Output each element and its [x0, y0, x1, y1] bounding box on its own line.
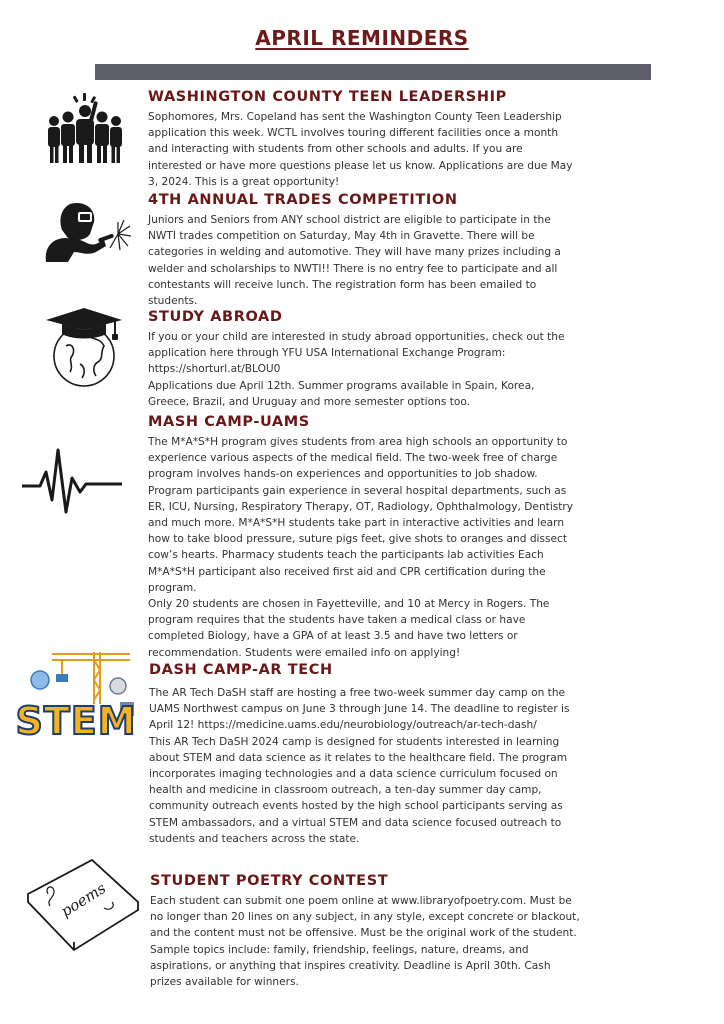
section-body — [148, 329, 578, 410]
globe-graduation-cap-icon — [44, 306, 124, 390]
section-paragraph: If you or your child are interested in study abroad opportunities, check out the application here through YFU USA International Exchange Program: https://shorturl.at/BLOU0 — [148, 331, 565, 376]
section-study-abroad — [148, 309, 578, 410]
section-paragraph: Sophomores, Mrs. Copeland has sent the Washington County Teen Leadership application this week. WCTL involves touring different facilities once a month and interacting with students from other schools and adults. If you are interested or have more questions please let us know. Applications are due May 3, 2024. This is a great opportunity! — [148, 111, 573, 188]
section-paragraph: Juniors and Seniors from ANY school district are eligible to participate in the NWTI trades competition on Saturday, May 4th in Gravette. There will be categories in welding and automotive. They will have many prizes including a welder and scholarships to NWTI!! There is no entry fee to participate and all contestants will receive lunch. The registration form has been emailed to students. — [148, 214, 561, 308]
welder-icon — [40, 200, 132, 266]
section-paragraph: The AR Tech DaSH staff are hosting a free two-week summer day camp on the UAMS Northwest campus on June 3 through June 14. The deadline to register is April 12! https://medicine.uams.edu/neurobiology/outreach/ar-tech-dash/ — [149, 687, 570, 732]
stem-icon — [12, 646, 140, 746]
title-divider-bar — [95, 64, 651, 80]
section-dash-camp — [149, 662, 579, 847]
poems-icon-text: poems — [57, 879, 110, 921]
stem-icon-text: STEM — [15, 699, 137, 743]
section-paragraph: The M*A*S*H program gives students from area high schools an opportunity to experience various aspects of the medical field. The two-week free of charge program involves hands-on experiences and opportunities to job shadow. Program participants gain experience in several hospital departments, such as ER, ICU, Nursing, Respiratory Therapy, OT, Radiology, Ophthalmology, Dentistry and much more. M*A*S*H students take part in interactive activities and learn how to take blood pressure, suture pigs feet, give shots to oranges and dissect cow’s hearts. Pharmacy students teach the participants lab activities Each M*A*S*H participant also received first aid and CPR certification during the program. — [148, 436, 574, 594]
section-body — [148, 109, 578, 190]
section-paragraph: Only 20 students are chosen in Fayetteville, and 10 at Mercy in Rogers. The program requires that the students have taken a medical class or have completed Biology, have a GPA of at least 3.5 and have two letters or recommendation. Students were emailed info on applying! — [148, 598, 550, 659]
section-heading: STUDENT POETRY CONTEST — [150, 873, 389, 889]
section-paragraph: This AR Tech DaSH 2024 camp is designed for students interested in learning about STEM and data science as it relates to the healthcare field. The program incorporates imaging technologies and a data science curriculum focused on health and medicine in classroom outreach, a ten-day summer day camp, community outreach events hosted by the high school participants serving as STEM ambassadors, and a virtual STEM and data science focused outreach to students and teachers across the state. — [149, 735, 568, 845]
section-teen-leadership — [148, 89, 578, 190]
section-paragraph: Each student can submit one poem online at www.libraryofpoetry.com. Must be no longer than 20 lines on any subject, in any style, except concrete or blackout, and the content must not be offensive. Must be the original work of the student. Sample topics include: family, friendship, feelings, nature, dreams, and aspirations, or anything that inspires creativity. Deadline is April 30th. Cash prizes available for winners. — [150, 895, 580, 989]
heartbeat-icon — [22, 446, 122, 516]
section-heading: 4TH ANNUAL TRADES COMPETITION — [148, 192, 458, 208]
section-heading: WASHINGTON COUNTY TEEN LEADERSHIP — [148, 89, 507, 105]
section-trades-competition — [148, 192, 578, 309]
section-body — [149, 685, 579, 847]
people-leadership-icon — [48, 93, 122, 165]
section-paragraph: Applications due April 12th. Summer programs available in Spain, Korea, Greece, Brazil, and Uruguay and more semester options too. — [148, 379, 535, 408]
section-poetry-contest — [150, 873, 580, 990]
page-title: APRIL REMINDERS — [255, 26, 469, 50]
section-heading: DASH CAMP-AR TECH — [149, 662, 333, 678]
section-body — [150, 893, 580, 990]
poems-book-icon — [24, 856, 142, 952]
section-body — [148, 212, 578, 309]
section-heading: STUDY ABROAD — [148, 309, 283, 325]
section-heading: MASH CAMP-UAMS — [148, 414, 310, 430]
section-mash-camp — [148, 414, 578, 661]
section-body — [148, 434, 578, 661]
